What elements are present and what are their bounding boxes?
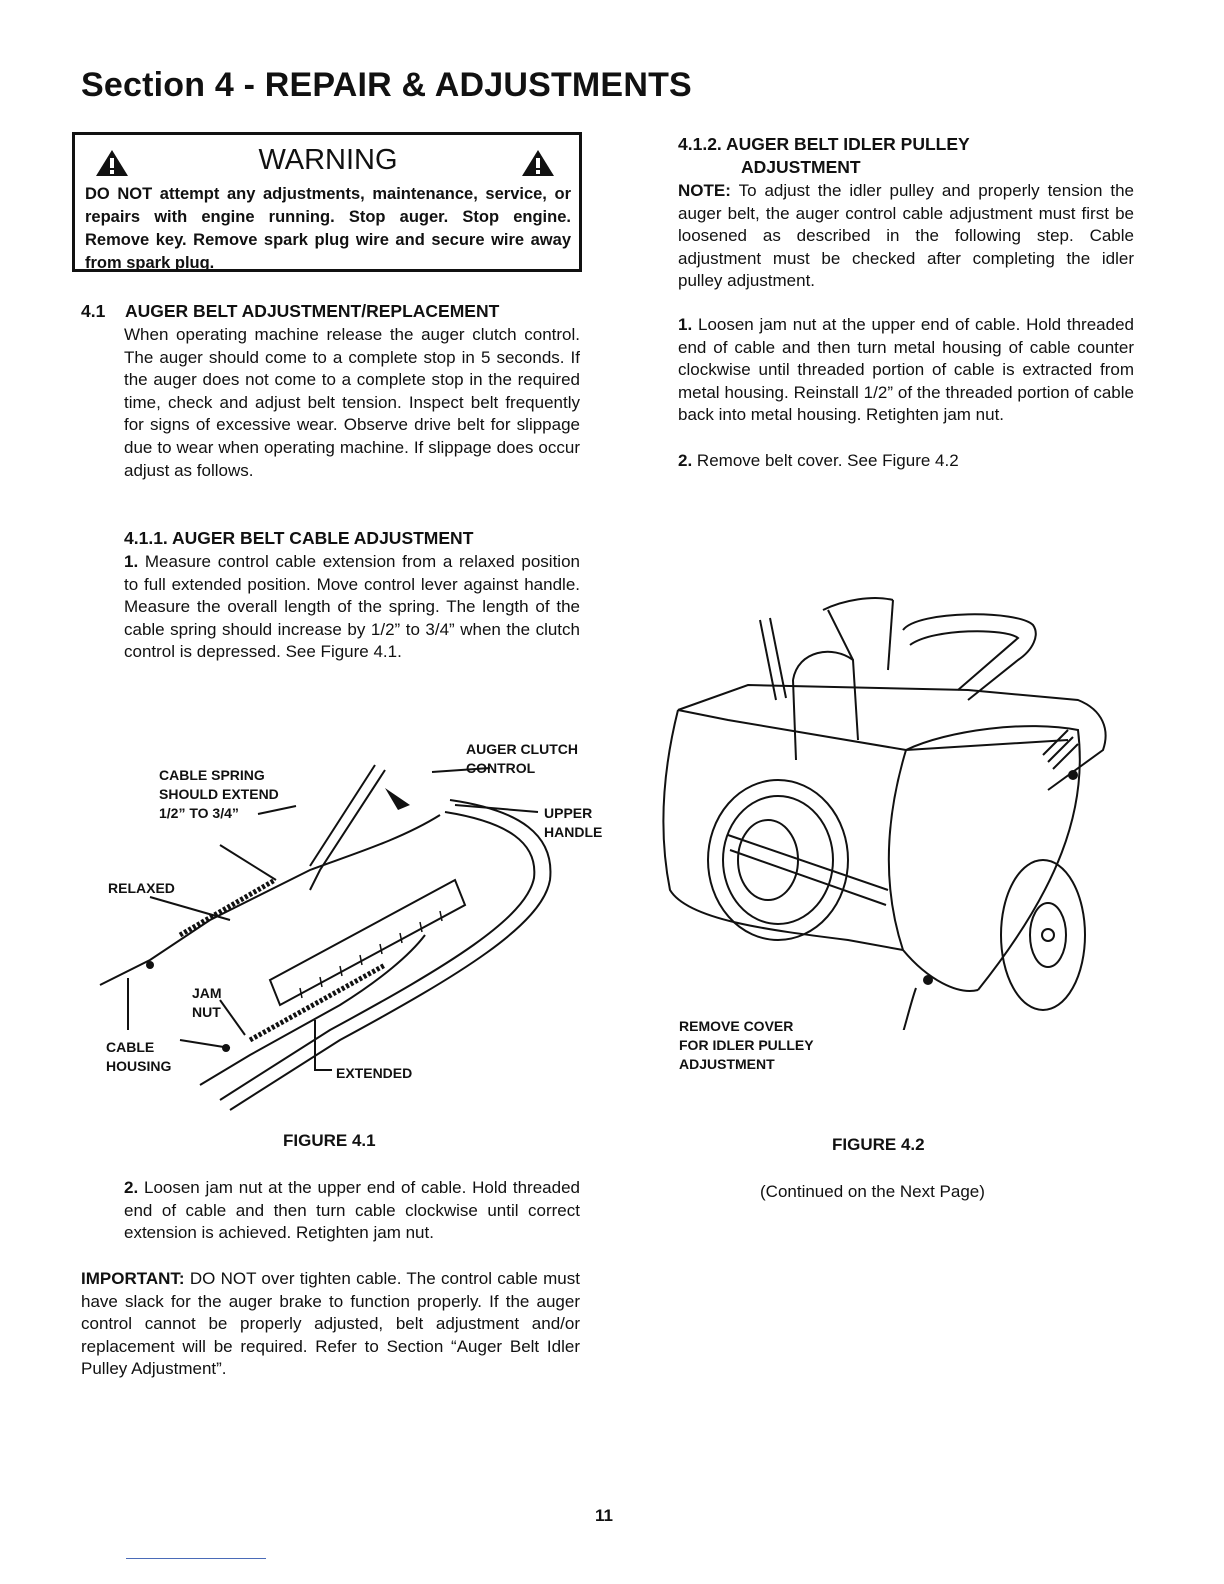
section-4-1-number: 4.1 [81,301,106,321]
note-label: NOTE: [678,181,731,200]
page-number: 11 [595,1506,613,1525]
callout-line: FOR IDLER PULLEY [679,1037,814,1053]
callout-line: 1/2” TO 3/4” [159,805,239,821]
callout-auger-clutch-control [466,740,578,778]
callout-line: NUT [192,1004,221,1020]
callout-line: JAM [192,985,222,1001]
callout-extended: EXTENDED [336,1065,413,1081]
step-number: 2. [124,1178,139,1197]
section-4-1-1-step-2 [124,1177,580,1245]
callout-line: UPPER [544,805,593,821]
callout-jam-nut [192,984,222,1022]
section-4-1-2-note [678,180,1134,293]
callout-line: SHOULD EXTEND [159,786,279,802]
callout-upper-handle [544,804,602,842]
callout-line: CONTROL [466,760,536,776]
warning-title: WARNING [258,144,398,176]
section-4-1-title: AUGER BELT ADJUSTMENT/REPLACEMENT [125,301,500,321]
step-text: Loosen jam nut at the upper end of cable. Hold threaded end of cable and then turn metal housing of cable counter clockwise until threaded portion of cable is extracted from metal housing. Reinstall 1/2” of the threaded portion of cable back into metal housing. Retighten jam nut. [678,315,1134,425]
important-note [81,1268,580,1381]
step-number: 1. [124,552,139,571]
section-4-1-2-step-2 [678,450,1134,473]
callout-line: AUGER CLUTCH [466,741,578,757]
callout-line: HOUSING [106,1058,172,1074]
callout-line: ADJUSTMENT [679,1056,775,1072]
section-4-1-body: When operating machine release the auger clutch control. The auger should come to a complete stop in 5 seconds. If the auger does not come to a complete stop in the required time, check and adjust belt tension. Inspect belt frequently for signs of excessive wear. Observe drive belt for slippage due to wear when operating machine. If slippage does occur adjust as follows. [124,325,580,480]
important-text: DO NOT over tighten cable. The control cable must have slack for the auger brake to function properly. If the auger control cannot be properly adjusted, belt adjustment and/or replacement will be required. Refer to Section “Auger Belt Idler Pulley Adjustment”. [81,1269,580,1379]
figure-4-2-drawing [648,590,1128,1030]
warning-box [72,132,582,272]
callout-relaxed: RELAXED [108,880,175,896]
callout-cable-housing [106,1038,171,1076]
important-label: IMPORTANT: [81,1269,185,1288]
section-4-1-2-title-line-2: ADJUSTMENT [741,157,861,177]
callout-line: REMOVE COVER [679,1018,794,1034]
warning-triangle-icon [521,149,555,177]
step-text: Remove belt cover. See Figure 4.2 [696,451,959,470]
section-4-1-1-step-1 [124,551,580,664]
section-4-1-1-title: 4.1.1. AUGER BELT CABLE ADJUSTMENT [124,528,474,548]
warning-text: DO NOT attempt any adjustments, maintenance, service, or repairs with engine running. Stop auger. Stop engine. Remove key. Remove spark plug wire and secure wire away from spark plug. [85,185,571,272]
callout-line: HANDLE [544,824,603,840]
step-text: Loosen jam nut at the upper end of cable. Hold threaded end of cable and then turn cable clockwise until correct extension is achieved. Retighten jam nut. [124,1178,580,1243]
callout-line: CABLE [106,1039,155,1055]
warning-header [85,141,571,179]
figure-4-1-caption: FIGURE 4.1 [283,1131,376,1150]
section-title: Section 4 - REPAIR & ADJUSTMENTS [81,66,692,104]
section-4-1-2-title: 4.1.2. AUGER BELT IDLER PULLEY [678,134,970,154]
note-text: To adjust the idler pulley and properly tension the auger belt, the auger control cable adjustment must first be loosened as described in the following step. Cable adjustment must be checked after completing the idler pulley adjustment. [678,181,1135,291]
step-number: 1. [678,315,693,334]
continued-note: (Continued on the Next Page) [760,1182,985,1201]
figure-4-2-caption: FIGURE 4.2 [832,1135,925,1154]
section-4-1-2-step-1 [678,314,1134,427]
warning-triangle-icon [95,149,129,177]
footer-rule [126,1558,266,1559]
step-text: Measure control cable extension from a relaxed position to full extended position. Move control lever against handle. Measure the overall length of the spring. The length of the cable spring should increase by 1/2” to 3/4” when the clutch control is depressed. See Figure 4.1. [124,552,580,662]
callout-cable-spring [159,766,279,823]
step-number: 2. [678,451,693,470]
callout-line: CABLE SPRING [159,767,265,783]
callout-remove-cover [679,1017,814,1074]
